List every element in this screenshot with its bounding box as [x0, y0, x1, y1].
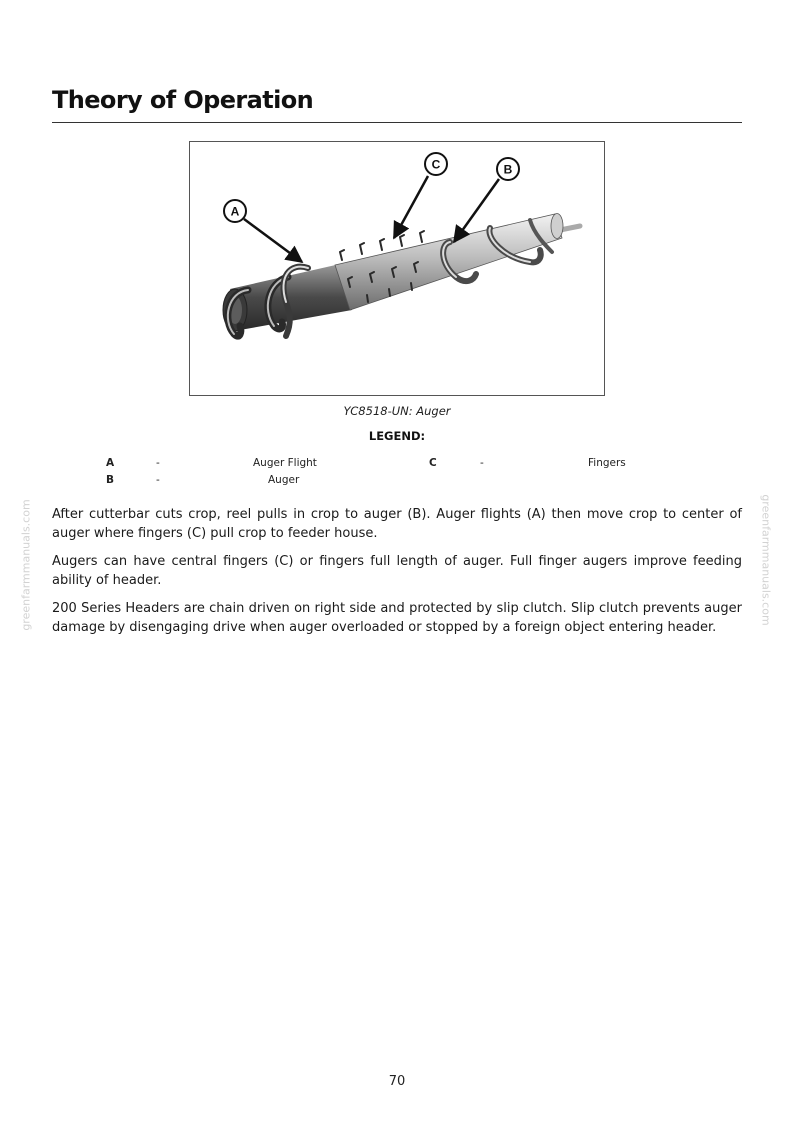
auger-illustration — [190, 142, 604, 395]
page-title: Theory of Operation — [52, 86, 314, 114]
auger-figure — [189, 141, 605, 396]
svg-text:A: A — [230, 204, 240, 219]
legend-dash-b: - — [156, 474, 160, 486]
callout-b — [497, 158, 519, 180]
body-paragraph-2: Augers can have central fingers (C) or fingers full length of auger. Full finger augers improve feeding ability of header. — [52, 554, 742, 588]
legend-letter-c: C — [429, 457, 437, 469]
watermark-right: greenfarmmanuals.com — [759, 494, 773, 626]
legend-label-c: Fingers — [588, 457, 626, 469]
legend-dash-c: - — [480, 457, 484, 469]
watermark-left: greenfarmmanuals.com — [19, 499, 33, 631]
legend-letter-b: B — [106, 474, 115, 486]
callout-a — [224, 200, 246, 222]
title-rule — [52, 122, 742, 123]
legend-label-b: Auger — [268, 474, 300, 486]
legend-title: LEGEND: — [368, 429, 426, 443]
figure-caption: YC8518-UN: Auger — [343, 404, 451, 418]
legend-letter-a: A — [106, 457, 115, 469]
svg-text:B: B — [503, 162, 513, 177]
body-paragraph-1: After cutterbar cuts crop, reel pulls in crop to auger (B). Auger flights (A) then move crop to center of auger where fingers (C) pull crop to feeder house. — [52, 507, 742, 541]
body-paragraph-3: 200 Series Headers are chain driven on right side and protected by slip clutch. Slip clutch prevents auger damage by disengaging drive when auger overloaded or stopped by a foreign object entering header. — [52, 601, 742, 635]
legend-label-a: Auger Flight — [253, 457, 317, 469]
callout-c — [425, 153, 447, 175]
legend-dash-a: - — [156, 457, 160, 469]
page-number: 70 — [388, 1074, 406, 1089]
svg-text:C: C — [431, 157, 441, 172]
